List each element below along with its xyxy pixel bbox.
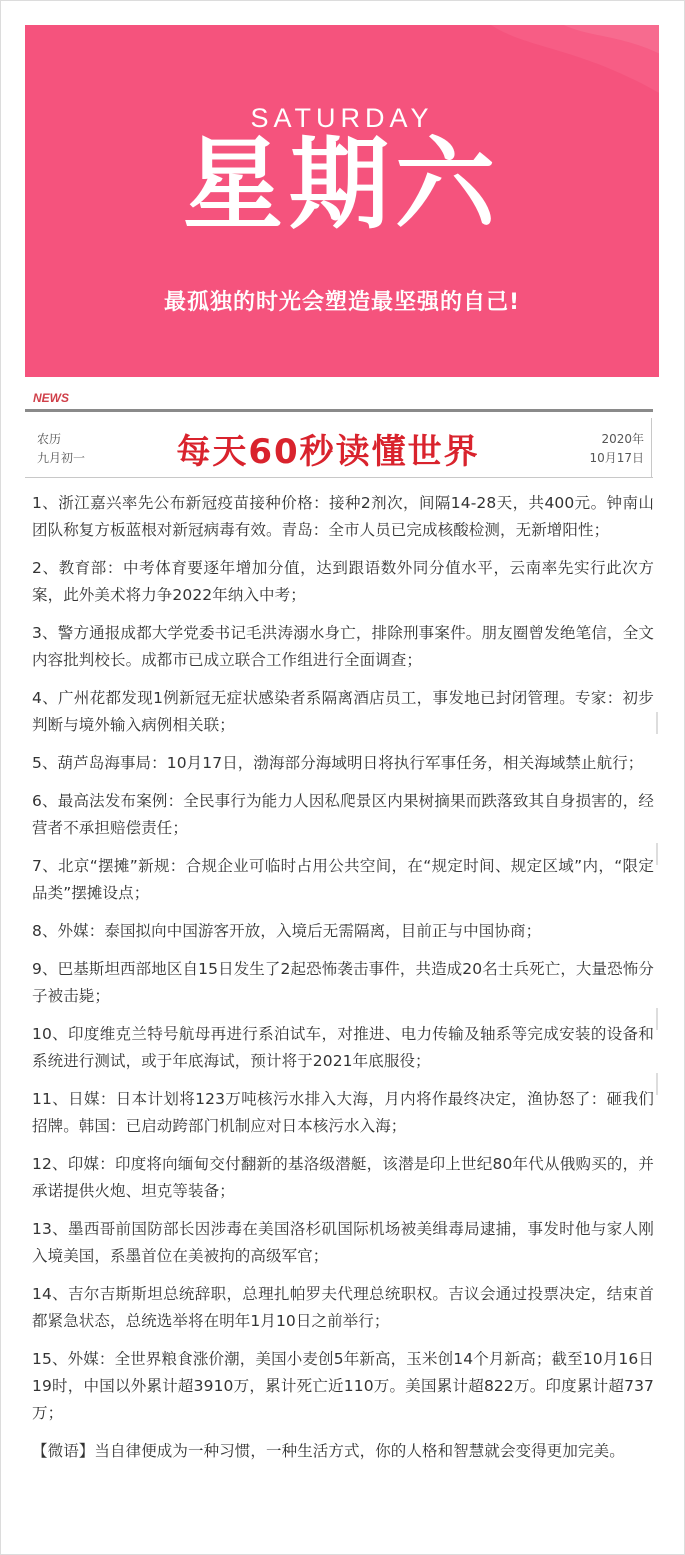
news-item: 8、外媒：泰国拟向中国游客开放，入境后无需隔离，目前正与中国协商； (32, 922, 542, 940)
lunar-day: 九月初一 (37, 451, 86, 465)
page-title: 每天60秒读懂世界 (176, 432, 480, 472)
news-item: 9、巴基斯坦西部地区自15日发生了2起恐怖袭击事件，共造成20名士兵死亡，大量恐怖分子被击毙； (32, 960, 654, 1005)
side-marker (656, 1008, 658, 1030)
header-rule-bottom (25, 477, 653, 478)
saturday-banner (25, 25, 659, 377)
side-marker (656, 843, 658, 865)
news-item: 5、葫芦岛海事局：10月17日，渤海部分海域明日将执行军事任务，相关海域禁止航行； (32, 754, 644, 772)
news-item: 12、印媒：印度将向缅甸交付翻新的基洛级潜艇，该潜是印上世纪80年代从俄购买的，并承诺提供火炮、坦克等装备； (32, 1155, 654, 1200)
header-rule-top (25, 409, 653, 412)
news-item: 15、外媒：全世界粮食涨价潮，美国小麦创5年新高，玉米创14个月新高；截至10月16日19时，中国以外累计超3910万，累计死亡近110万。美国累计超822万。印度累计超737万； (32, 1350, 654, 1422)
banner-slogan: 最孤独的时光会塑造最坚强的自己! (163, 290, 521, 315)
side-marker (656, 712, 658, 734)
lunar-label: 农历 (37, 432, 62, 446)
header-rule-right (651, 418, 652, 478)
date-year: 2020年 (601, 432, 644, 446)
news-item: 7、北京“摆摊”新规：合规企业可临时占用公共空间，在“规定时间、规定区域”内，“限定品类”摆摊设点； (32, 857, 654, 902)
day-chinese: 星期六 (183, 126, 501, 243)
news-item: 4、广州花都发现1例新冠无症状感染者系隔离酒店员工，事发地已封闭管理。专家：初步判断与境外输入病例相关联； (32, 689, 654, 734)
news-item: 1、浙江嘉兴率先公布新冠疫苗接种价格：接种2剂次，间隔14-28天，共400元。钟南山团队称复方板蓝根对新冠病毒有效。青岛：全市人员已完成核酸检测，无新增阳性； (32, 494, 654, 539)
news-item: 11、日媒：日本计划将123万吨核污水排入大海，月内将作最终决定，渔协怒了：砸我们招牌。韩国：已启动跨部门机制应对日本核污水入海； (32, 1090, 654, 1135)
date-month-day: 10月17日 (589, 451, 644, 465)
news-item: 14、吉尔吉斯斯坦总统辞职，总理扎帕罗夫代理总统职权。吉议会通过投票决定，结束首都紧急状态，总统选举将在明年1月10日之前举行； (32, 1285, 654, 1330)
news-item: 13、墨西哥前国防部长因涉毒在美国洛杉矶国际机场被美缉毒局逮捕，事发时他与家人刚入境美国，系墨首位在美被拘的高级军官； (32, 1220, 654, 1265)
quote-item: 【微语】当自律便成为一种习惯，一种生活方式，你的人格和智慧就会变得更加完美。 (32, 1442, 625, 1460)
news-item: 2、教育部：中考体育要逐年增加分值，达到跟语数外同分值水平，云南率先实行此次方案，此外美术将力争2022年纳入中考； (32, 559, 654, 604)
news-tag: NEWS (33, 391, 69, 405)
gregorian-date (589, 430, 644, 468)
lunar-date (37, 430, 85, 468)
news-list (32, 490, 654, 1476)
news-item: 3、警方通报成都大学党委书记毛洪涛溺水身亡，排除刑事案件。朋友圈曾发绝笔信，全文内容批判校长。成都市已成立联合工作组进行全面调查； (32, 624, 654, 669)
news-item: 6、最高法发布案例：全民事行为能力人因私爬景区内果树摘果而跌落致其自身损害的，经营者不承担赔偿责任； (32, 792, 654, 837)
day-english: SATURDAY (250, 103, 434, 133)
news-item: 10、印度维克兰特号航母再进行系泊试车，对推进、电力传输及轴系等完成安装的设备和系统进行测试，或于年底海试，预计将于2021年底服役； (32, 1025, 654, 1070)
side-marker (656, 1073, 658, 1095)
